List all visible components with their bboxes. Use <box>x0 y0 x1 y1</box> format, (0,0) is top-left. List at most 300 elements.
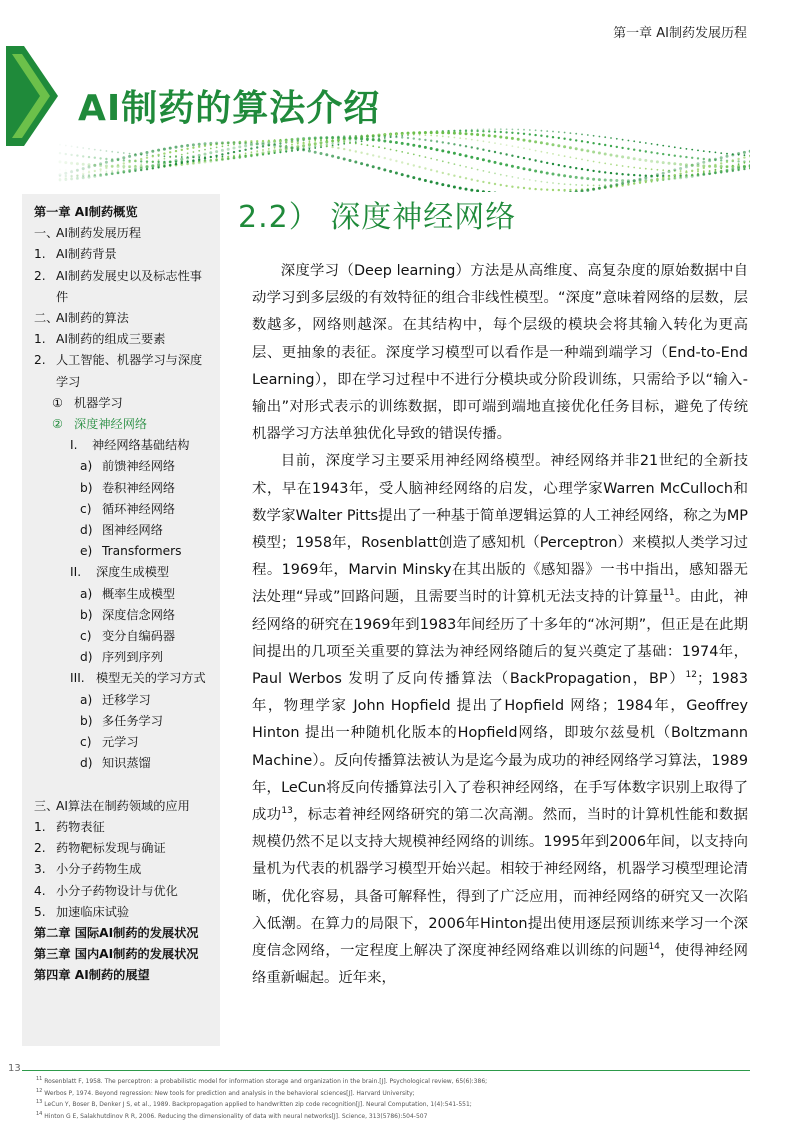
decorative-dot <box>645 180 647 182</box>
decorative-dot <box>233 156 236 159</box>
decorative-dot <box>587 160 589 162</box>
decorative-dot <box>71 146 73 148</box>
toc-item[interactable] <box>22 308 220 329</box>
decorative-dot <box>512 176 514 178</box>
decorative-dot <box>668 154 670 156</box>
decorative-dot <box>453 186 456 189</box>
subsection-heading: 2.2） 深度神经网络 <box>238 200 517 235</box>
toc-item-number: 1. <box>34 247 46 262</box>
decorative-dot <box>488 128 490 130</box>
decorative-dot <box>151 164 154 167</box>
decorative-dot <box>569 175 572 178</box>
decorative-dot <box>587 169 589 171</box>
decorative-dot <box>615 183 618 186</box>
decorative-dot <box>615 155 618 158</box>
decorative-dot <box>737 152 740 155</box>
toc-item[interactable] <box>22 520 220 541</box>
decorative-dot <box>500 128 502 130</box>
decorative-dot <box>529 129 531 131</box>
decorative-dot <box>575 190 578 192</box>
decorative-dot <box>441 183 444 186</box>
decorative-dot <box>378 156 380 158</box>
toc-item[interactable] <box>22 711 220 732</box>
decorative-dot <box>238 145 241 148</box>
toc-item[interactable] <box>22 605 220 626</box>
decorative-dot <box>749 150 750 153</box>
decorative-dot <box>500 143 502 145</box>
decorative-dot <box>163 165 165 167</box>
footnote-ref[interactable]: 12 <box>685 670 697 681</box>
toc-item[interactable] <box>22 499 220 520</box>
toc-item[interactable] <box>22 329 220 350</box>
decorative-dot <box>436 182 439 185</box>
decorative-dot <box>534 134 536 136</box>
decorative-dot <box>586 149 589 152</box>
toc-item[interactable] <box>22 881 220 902</box>
decorative-dot <box>378 135 380 137</box>
decorative-dot <box>204 153 207 156</box>
decorative-dot <box>528 140 531 143</box>
decorative-dot <box>592 188 595 191</box>
footnote-ref[interactable]: 11 <box>663 588 675 599</box>
decorative-dot <box>621 182 624 185</box>
decorative-dot <box>488 171 490 173</box>
decorative-dot <box>181 164 183 166</box>
decorative-dot <box>697 150 699 152</box>
decorative-dot <box>308 146 310 148</box>
decorative-dot <box>633 157 636 160</box>
decorative-dot <box>442 172 444 174</box>
decorative-dot <box>500 131 502 133</box>
decorative-dot <box>685 171 687 173</box>
decorative-dot <box>233 151 235 153</box>
toc-item[interactable] <box>22 393 220 414</box>
decorative-dot <box>198 154 201 157</box>
decorative-dot <box>76 169 79 172</box>
decorative-dot <box>592 178 595 181</box>
decorative-dot <box>331 155 334 158</box>
toc-item-number: 1. <box>34 819 46 834</box>
decorative-dot <box>715 152 717 154</box>
toc-item[interactable] <box>22 414 220 435</box>
decorative-dot <box>204 142 207 145</box>
decorative-dot <box>616 138 618 140</box>
decorative-dot <box>244 142 247 145</box>
decorative-dot <box>198 158 200 160</box>
decorative-dot <box>389 170 392 173</box>
decorative-dot <box>529 149 531 151</box>
toc-item-label: 深度神经网络 <box>74 417 148 432</box>
decorative-dot <box>59 152 61 154</box>
toc-item-number: a) <box>80 586 93 601</box>
decorative-dot <box>668 170 671 173</box>
decorative-dot <box>273 140 275 142</box>
decorative-dot <box>134 159 136 161</box>
decorative-dot <box>349 149 351 151</box>
decorative-dot <box>204 157 206 159</box>
toc-item[interactable] <box>22 244 220 265</box>
decorative-dot <box>123 162 125 164</box>
decorative-dot <box>221 141 224 144</box>
decorative-dot <box>656 152 658 154</box>
decorative-dot <box>570 184 572 186</box>
decorative-dot <box>221 153 223 155</box>
decorative-dot <box>146 162 148 164</box>
decorative-dot <box>534 159 536 161</box>
toc-item-label: 第二章 国际AI制药的发展状况 <box>34 925 199 940</box>
decorative-dot <box>169 147 172 150</box>
toc-item-number: I. <box>70 438 78 453</box>
decorative-dot <box>680 170 682 172</box>
decorative-dot <box>540 171 543 174</box>
decorative-dot <box>534 170 537 173</box>
decorative-dot <box>453 143 455 145</box>
decorative-dot <box>598 178 601 181</box>
decorative-dot <box>650 179 652 181</box>
decorative-dot <box>412 144 415 147</box>
decorative-dot <box>193 162 195 164</box>
decorative-dot <box>302 144 305 147</box>
decorative-dot <box>552 163 554 165</box>
decorative-dot <box>540 141 543 144</box>
decorative-dot <box>152 161 154 163</box>
decorative-dot <box>76 154 78 156</box>
toc-item[interactable] <box>22 668 220 689</box>
decorative-dot <box>569 166 571 168</box>
decorative-dot <box>181 162 183 164</box>
decorative-dot <box>390 134 392 136</box>
decorative-dot <box>164 155 166 157</box>
decorative-dot <box>279 148 282 151</box>
toc-item-number: d) <box>80 650 93 665</box>
toc-item-number: b) <box>80 713 93 728</box>
decorative-dot <box>505 136 508 139</box>
decorative-dot <box>105 173 108 176</box>
decorative-dot <box>59 178 61 180</box>
decorative-dot <box>82 170 84 172</box>
decorative-dot <box>256 140 258 142</box>
toc-item-label: 药物表征 <box>56 819 105 834</box>
decorative-dot <box>331 142 333 144</box>
decorative-dot <box>76 162 79 165</box>
decorative-dot <box>94 174 96 176</box>
decorative-dot <box>604 153 607 156</box>
decorative-dot <box>349 140 351 142</box>
toc-item[interactable] <box>22 902 220 923</box>
decorative-dot <box>680 176 682 178</box>
decorative-dot <box>100 173 102 175</box>
toc-item-number: 2. <box>34 353 46 368</box>
decorative-dot <box>558 189 560 191</box>
decorative-dot <box>650 175 653 178</box>
decorative-dot <box>627 183 629 185</box>
decorative-dot <box>616 146 618 148</box>
toc-item-number: 4. <box>34 883 46 898</box>
toc-item-number: ② <box>52 417 63 432</box>
decorative-dot <box>383 140 386 143</box>
decorative-dot <box>744 154 746 156</box>
toc-item[interactable] <box>22 435 220 456</box>
decorative-dot <box>407 163 409 165</box>
decorative-dot <box>59 169 61 171</box>
decorative-dot <box>442 141 444 143</box>
decorative-dot <box>447 173 449 175</box>
decorative-dot <box>378 139 381 142</box>
toc-item[interactable] <box>22 965 220 986</box>
decorative-dot <box>558 164 560 166</box>
toc-item-label <box>34 777 38 791</box>
toc-item[interactable] <box>22 626 220 647</box>
decorative-dot <box>256 142 259 145</box>
toc-item[interactable] <box>22 350 220 392</box>
toc-item-label: AI制药背景 <box>56 247 117 262</box>
toc-item-label: 神经网络基础结构 <box>92 438 190 453</box>
decorative-dot <box>691 157 693 159</box>
decorative-dot <box>256 146 258 148</box>
decorative-dot <box>430 169 432 171</box>
decorative-dot <box>726 166 728 168</box>
decorative-dot <box>621 147 623 149</box>
toc-item[interactable] <box>22 817 220 838</box>
decorative-dot <box>210 156 212 158</box>
toc-item-label: 知识蒸馏 <box>102 756 151 771</box>
toc-item[interactable] <box>22 796 220 817</box>
decorative-dot <box>500 174 502 176</box>
decorative-dot <box>93 164 96 167</box>
toc-item[interactable] <box>22 223 220 244</box>
decorative-dot <box>88 156 90 158</box>
toc-item-label: AI制药的组成三要素 <box>56 332 166 347</box>
decorative-dot <box>320 136 323 139</box>
decorative-dot <box>749 155 750 157</box>
toc-item[interactable] <box>22 202 220 223</box>
decorative-dot <box>517 138 520 141</box>
toc-item[interactable] <box>22 562 220 583</box>
toc-item[interactable] <box>22 690 220 711</box>
footnote-number: 14 <box>36 1110 43 1117</box>
toc-item-label: 加速临床试验 <box>56 904 130 919</box>
toc-item[interactable] <box>22 753 220 774</box>
toc-item-number: II. <box>70 565 82 580</box>
decorative-dot <box>563 145 566 148</box>
toc-item-label: 前馈神经网络 <box>102 459 176 474</box>
decorative-dot <box>621 155 624 158</box>
decorative-dot <box>569 138 571 140</box>
decorative-dot <box>320 141 323 144</box>
decorative-dot <box>111 151 113 153</box>
toc-item[interactable] <box>22 944 220 965</box>
decorative-dot <box>99 168 101 170</box>
decorative-dot <box>500 152 502 154</box>
decorative-dot <box>569 189 571 191</box>
decorative-dot <box>140 163 142 165</box>
decorative-dot <box>494 135 497 138</box>
toc-item-label: 图神经网络 <box>102 523 163 538</box>
decorative-dot <box>297 141 299 143</box>
decorative-dot <box>546 152 548 154</box>
paragraph-history: 目前，深度学习主要采用神经网络模型。神经网络并非21世纪的全新技术，早在1943年，受人脑神经网络的启发，心理学家Warren McCulloch和数学家Walter Pitts提出了一种基于简单逻辑运算的人工神经网络，称之为MP模型；1958年，Rosenblatt创造了感知机（Perceptron）来模拟人类学习过程。1969年，Marvin Minsky在其出版的《感知器》一书中指出，感知器无法处理“异或”回路问题，且需要当时的计算机无法支持的计算量$^{11}$。由此，神经网络的研究在1969年到1983年间经历了十多年的“冰河期”，但正是在此期间提出的几项至关重要的算法为神经网络随后的复兴奠定了基础：1974年，Paul Werbos 发明了反向传播算法（BackPropagation，BP）$^{12}$；1983年，物理学家 John Hopfield 提出了Hopfield 网络；1984年，Geoffrey Hinton 提出一种随机化版本的Hopfield网络，即玻尔兹曼机（Boltzmann Machine）。反向传播算法被认为是迄今最为成功的神经网络学习算法，1989年，LeCun将反向传播算法引入了卷积神经网络，在手写体数字识别上取得了成功$^{13}$，标志着神经网络研究的第二次高潮。然而，当时的计算机性能和数据规模仍然不足以支持大规模神经网络的训练。1995年到2006年间，以支持向量机为代表的机器学习模型开始兴起。相较于神经网络，机器学习模型理论清晰，优化容易，具备可解释性，得到了广泛应用，而神经网络的研究又一次陷入低潮。在算力的局限下，2006年Hinton提出使用逐层预训练来学习一个深度信念网络，一定程度上解决了深度神经网络难以训练的问题$^{14}$，使得神经网络重新崛起。近年来， <box>252 453 748 987</box>
decorative-dot <box>447 142 449 144</box>
decorative-dot <box>99 162 102 165</box>
decorative-dot <box>581 140 583 142</box>
toc-item[interactable] <box>22 732 220 753</box>
decorative-dot <box>477 169 479 171</box>
decorative-dot <box>674 146 676 148</box>
decorative-dot <box>726 161 728 163</box>
decorative-dot <box>599 136 601 138</box>
decorative-dot <box>372 165 375 168</box>
decorative-dot <box>564 155 566 157</box>
footnote-ref[interactable]: 13 <box>281 806 293 817</box>
toc-item[interactable] <box>22 266 220 308</box>
footnotes <box>36 1075 636 1121</box>
decorative-dot <box>581 168 583 170</box>
decorative-dot <box>708 159 711 162</box>
decorative-dot <box>267 150 270 153</box>
decorative-dot <box>337 156 340 159</box>
toc-item[interactable] <box>22 923 220 944</box>
decorative-dot <box>674 174 676 176</box>
decorative-dot <box>198 146 200 148</box>
decorative-dot <box>697 173 699 175</box>
decorative-dot <box>720 159 722 161</box>
decorative-dot <box>389 158 391 160</box>
footnote-text: Hinton G E, Salakhutdinov R R, 2006. Reducing the dimensionality of data with neural networks[J]. Science, 313(5786):504-507 <box>42 1112 428 1120</box>
decorative-dot <box>216 147 218 149</box>
decorative-dot <box>320 139 322 141</box>
decorative-dot <box>128 155 131 158</box>
decorative-dot <box>361 143 363 145</box>
decorative-dot <box>396 133 398 135</box>
decorative-dot <box>488 141 490 143</box>
decorative-dot <box>627 174 629 176</box>
decorative-dot <box>129 153 131 155</box>
decorative-dot <box>656 160 659 163</box>
decorative-dot <box>268 140 270 142</box>
decorative-dot <box>360 135 362 137</box>
decorative-dot <box>94 157 96 159</box>
decorative-dot <box>610 145 612 147</box>
decorative-dot <box>581 177 584 180</box>
decorative-dot <box>291 139 293 141</box>
decorative-dot <box>94 149 96 151</box>
decorative-dot <box>389 136 391 138</box>
decorative-dot <box>65 169 67 171</box>
toc-item-label: 多任务学习 <box>102 713 163 728</box>
decorative-dot <box>111 165 113 167</box>
decorative-dot <box>366 138 369 141</box>
decorative-dot <box>77 146 79 148</box>
decorative-dot <box>511 132 513 134</box>
decorative-dot <box>71 178 73 180</box>
decorative-dot <box>204 160 206 162</box>
decorative-dot <box>459 187 462 190</box>
decorative-dot <box>111 170 113 172</box>
toc-item[interactable] <box>22 456 220 477</box>
toc-item-number: d) <box>80 756 93 771</box>
toc-item-number: c) <box>80 735 92 750</box>
toc-item-number: b) <box>80 607 93 622</box>
decorative-dot <box>448 162 450 164</box>
decorative-dot <box>337 147 339 149</box>
decorative-dot <box>262 149 264 151</box>
toc-item[interactable] <box>22 584 220 605</box>
decorative-dot <box>407 137 409 139</box>
decorative-dot <box>140 158 142 160</box>
decorative-dot <box>314 139 316 141</box>
decorative-dot <box>425 134 427 136</box>
decorative-dot <box>291 146 294 149</box>
decorative-dot <box>343 136 346 139</box>
decorative-dot <box>703 158 705 160</box>
decorative-dot <box>471 139 473 141</box>
toc-item[interactable] <box>22 859 220 880</box>
decorative-dot <box>140 160 142 162</box>
decorative-dot <box>274 147 276 149</box>
decorative-dot <box>540 188 542 190</box>
decorative-dot <box>117 164 119 166</box>
decorative-dot <box>494 173 496 175</box>
decorative-dot <box>488 182 490 184</box>
decorative-dot <box>552 153 554 155</box>
decorative-dot <box>151 150 154 153</box>
decorative-dot <box>686 175 688 177</box>
decorative-dot <box>123 159 125 161</box>
decorative-dot <box>82 167 85 170</box>
decorative-dot <box>517 146 519 148</box>
toc-item-number: 1. <box>34 332 46 347</box>
decorative-dot <box>476 133 479 136</box>
toc-item[interactable] <box>22 647 220 668</box>
page-number: 13 <box>8 1063 21 1074</box>
decorative-dot <box>59 160 62 163</box>
decorative-dot <box>239 154 241 156</box>
decorative-dot <box>552 182 554 184</box>
decorative-dot <box>361 140 363 142</box>
decorative-dot <box>604 163 606 165</box>
decorative-dot <box>587 141 589 143</box>
toc-item[interactable] <box>22 541 220 562</box>
decorative-dot <box>657 169 659 171</box>
decorative-dot <box>488 160 491 163</box>
decorative-dot <box>430 180 433 183</box>
decorative-dot <box>593 185 595 187</box>
decorative-dot <box>505 131 507 133</box>
decorative-dot <box>192 155 195 158</box>
decorative-dot <box>64 161 67 164</box>
decorative-dot <box>558 131 560 133</box>
decorative-dot <box>529 133 531 135</box>
decorative-dot <box>309 139 311 141</box>
toc-item[interactable] <box>22 838 220 859</box>
decorative-dot <box>430 131 433 134</box>
decorative-dot <box>285 141 287 143</box>
toc-item-label: 第四章 AI制药的展望 <box>34 968 150 983</box>
footnote-ref[interactable]: 14 <box>648 942 660 953</box>
toc-item-number: 2. <box>34 268 46 283</box>
toc-item[interactable] <box>22 478 220 499</box>
decorative-dot <box>88 148 90 150</box>
decorative-dot <box>441 149 444 152</box>
decorative-dot <box>128 161 130 163</box>
decorative-dot <box>581 134 583 136</box>
decorative-dot <box>360 137 363 140</box>
decorative-dot <box>651 143 653 145</box>
decorative-dot <box>210 148 212 150</box>
decorative-dot <box>639 149 641 151</box>
decorative-dot <box>146 154 148 156</box>
decorative-dot <box>535 150 537 152</box>
